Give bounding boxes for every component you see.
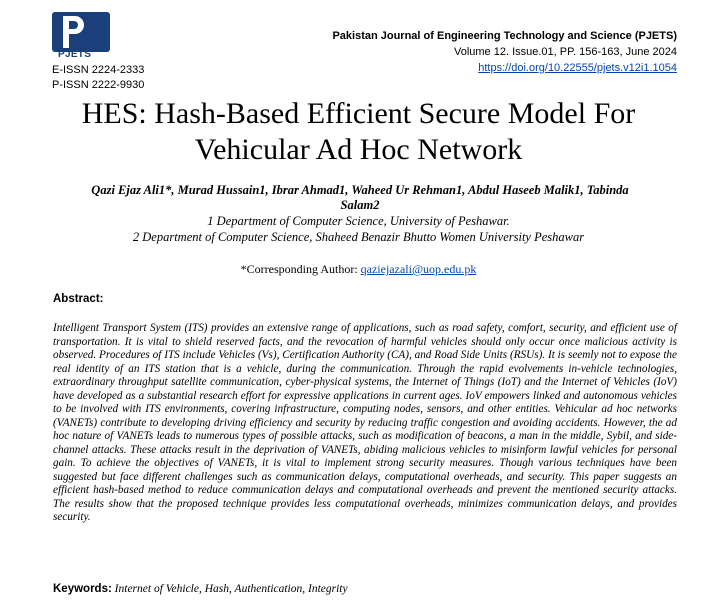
journal-logo [52,12,110,60]
logo-badge [52,12,110,52]
journal-volume: Volume 12. Issue.01, PP. 156-163, June 2024 [453,46,677,58]
logo-text: PJETS [58,49,92,60]
journal-name: Pakistan Journal of Engineering Technology and Science (PJETS) [332,30,677,42]
affiliation-2: 2 Department of Computer Science, Shaheed Benazir Bhutto Women University Peshawar [132,230,585,244]
title-line-1: HES: Hash-Based Efficient Secure Model For [81,97,636,130]
abstract-heading: Abstract: [53,293,104,305]
keywords-list: Internet of Vehicle, Hash, Authentication, Integrity [114,583,348,595]
logo-p-icon [60,14,86,50]
p-issn: P-ISSN 2222-9930 [52,79,145,91]
doi-link[interactable]: https://doi.org/10.22555/pjets.v12i1.1054 [478,62,677,74]
author-list [90,183,630,213]
abstract-text: Intelligent Transport System (ITS) provides an extensive range of applications, such as road safety, comfort, security, and efficient use of transportation. It is vital to shield reserved facts, and the revocation of harmful vehicles should only occur once malicious activity is observed. Procedures of ITS include Vehicles (Vs), Certification Authority (CA), and Road Side Units (RSUs). It is seemly not to expose the real identity of an ITS station that is a vehicle, during the communication. Through the rapid evolvements in-vehicle technologies, extraordinary throughput satellite communication, cyber-physical systems, the Internet of Things (IoT) and the Internet of Vehicles (IoV) have developed as a substantial research effort for expressive applications in current ages. IoV empowers linked and autonomous vehicles to be involved with ITS environments, covering infrastructure, computing nodes, sensors, and other entities. Vehicular ad hoc networks (VANETs) contribute to developing driving efficiency and security by reducing traffic congestion and avoiding accidents. However, the ad hoc nature of VANETs leads to numerous types of possible attacks, such as modification of beacons, a man in the middle, Sybil, and side-channel attacks. These attacks result in the deprivation of VANETs, abiding malicious vehicles to misinform lawful vehicles for personal gain. To achieve the objectives of VANETs, it is vital to implement strong security measures. Though various techniques have been suggested but face different challenges such as communication delays, computational overheads, and security. This paper suggests an efficient hash-based method to reduce communication delays and computational overheads and prevent the mentioned security attacks. The results show that the proposed technique provides less computational overheads, minimizes communication delays, and provides security. [53,322,677,523]
title-line-2: Vehicular Ad Hoc Network [194,133,523,166]
authors-line-2: Salam2 [340,198,380,212]
paper-title [0,96,717,168]
corresponding-author [0,262,717,277]
corresponding-label: *Corresponding Author: [240,262,361,276]
keywords-label: Keywords: [53,583,112,595]
corresponding-email-link[interactable]: qaziejazali@uop.edu.pk [360,262,477,276]
authors-line-1: Qazi Ejaz Ali1*, Murad Hussain1, Ibrar Ahmad1, Waheed Ur Rehman1, Abdul Haseeb Malik1, Tabinda [91,183,629,197]
keywords [53,583,348,595]
e-issn: E-ISSN 2224-2333 [52,64,145,76]
affiliation-1: 1 Department of Computer Science, University of Peshawar. [207,214,510,228]
